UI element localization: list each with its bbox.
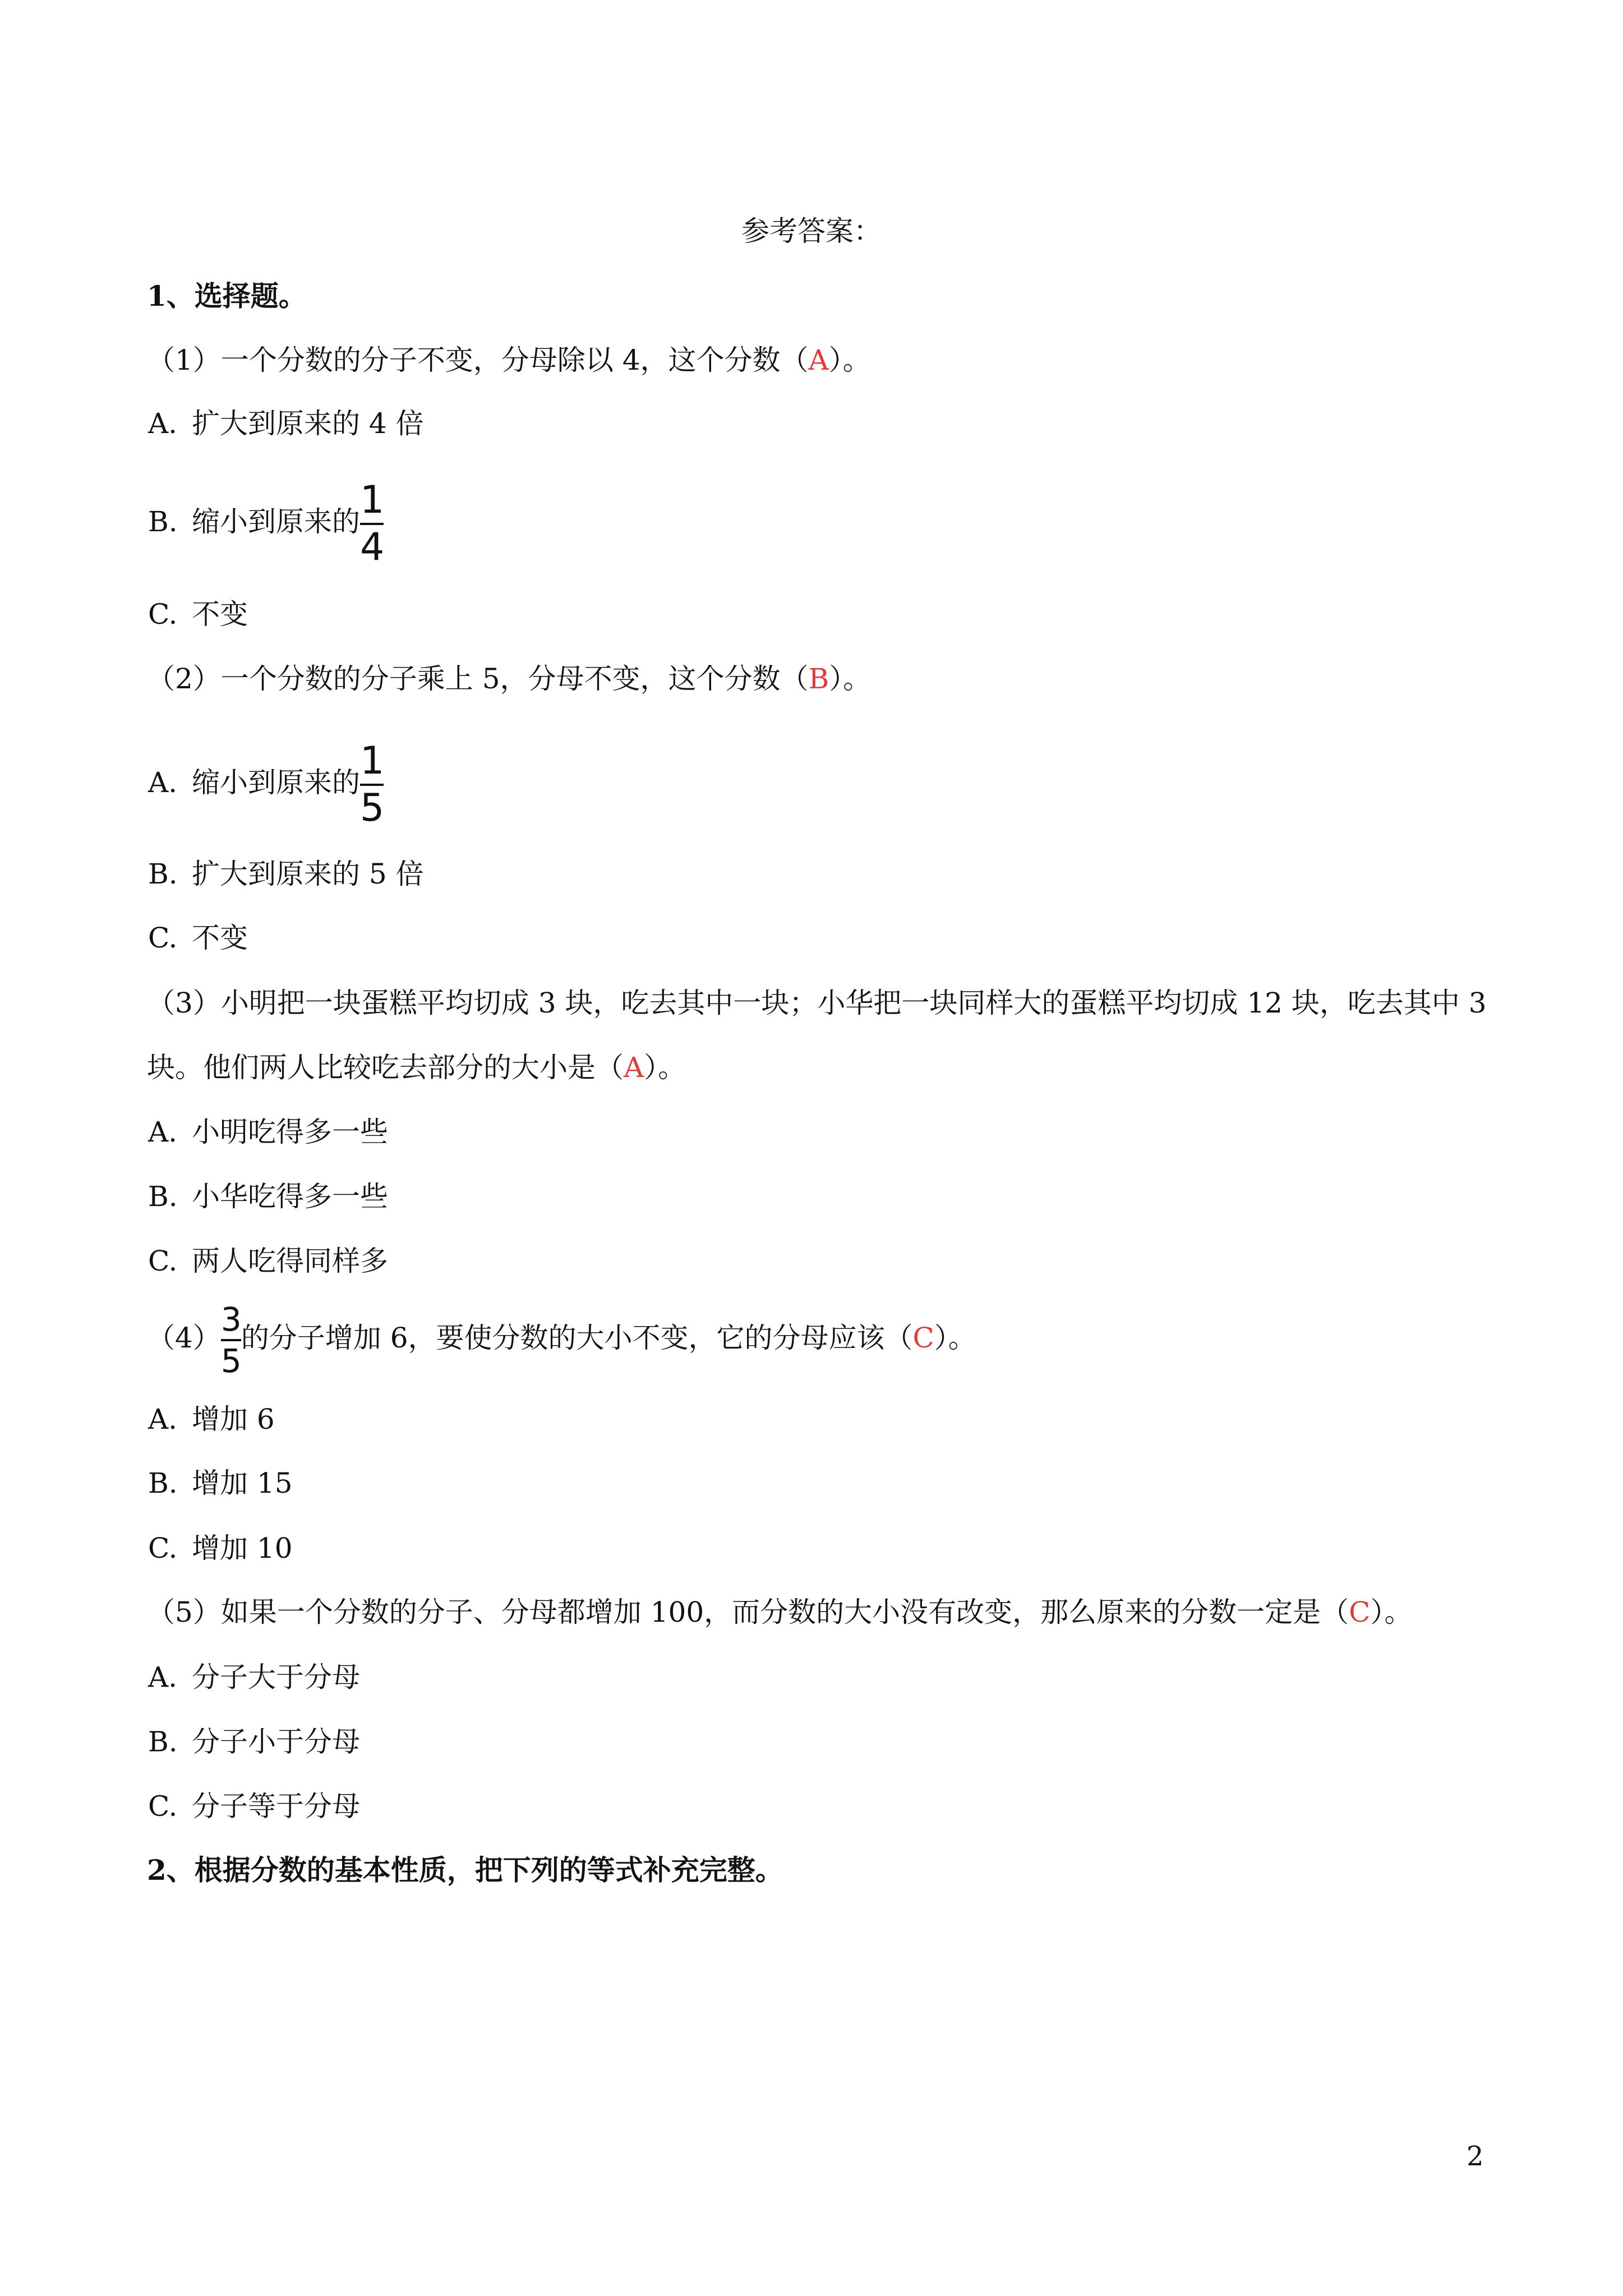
- option-letter: B.: [148, 1726, 178, 1758]
- fraction-numerator: 3: [220, 1300, 242, 1338]
- question-5: [147, 1590, 1412, 1635]
- option-letter: B.: [148, 1467, 178, 1499]
- question-2-option-c: [148, 915, 248, 960]
- fraction-three-fifths: [220, 1300, 242, 1380]
- question-1-option-c: [148, 592, 248, 637]
- option-text: 小明吃得多一些: [192, 1116, 388, 1148]
- fraction-one-fifth: [360, 739, 385, 830]
- question-3-answer: A: [624, 1051, 644, 1084]
- option-letter: A.: [148, 1116, 178, 1148]
- option-letter: C.: [148, 1532, 178, 1565]
- question-4: [147, 1290, 976, 1386]
- option-letter: A.: [148, 766, 178, 799]
- option-text: 小华吃得多一些: [192, 1180, 388, 1213]
- question-4-option-b: [148, 1461, 293, 1506]
- question-5-option-a: [148, 1655, 360, 1700]
- question-1-text: （1）一个分数的分子不变，分母除以 4，这个分数（: [147, 344, 809, 376]
- question-5-close: ）。: [1370, 1596, 1413, 1628]
- question-2-answer: B: [808, 662, 829, 695]
- question-5-answer: C: [1349, 1596, 1371, 1628]
- page-number: 2: [1467, 2141, 1484, 2172]
- option-letter: C.: [148, 922, 178, 954]
- option-letter: A.: [148, 1403, 178, 1435]
- question-3-option-c: [148, 1239, 388, 1283]
- fraction-denominator: 5: [360, 786, 385, 830]
- question-3-line-2: [147, 1045, 686, 1090]
- option-letter: C.: [148, 1790, 178, 1823]
- question-1-option-b: [148, 471, 384, 572]
- fraction-one-quarter: [360, 478, 385, 569]
- question-2-option-a: [148, 732, 384, 833]
- option-text: 增加 10: [192, 1532, 293, 1565]
- option-text: 扩大到原来的 4 倍: [192, 407, 424, 440]
- question-5-text: （5）如果一个分数的分子、分母都增加 100，而分数的大小没有改变，那么原来的分数一定是（: [147, 1596, 1349, 1628]
- question-2-close: ）。: [829, 662, 872, 695]
- option-letter: A.: [148, 407, 178, 440]
- question-4-answer: C: [912, 1322, 934, 1354]
- option-text: 分子大于分母: [192, 1661, 360, 1694]
- question-4-prefix: （4）: [147, 1322, 221, 1354]
- question-3-option-b: [148, 1174, 388, 1219]
- question-1-close: ）。: [828, 344, 871, 376]
- page-title: 参考答案：: [741, 215, 882, 247]
- section-1-heading: 1、选择题。: [147, 279, 307, 312]
- question-3-line-1: （3）小明把一块蛋糕平均切成 3 块，吃去其中一块；小华把一块同样大的蛋糕平均切成 12 块，吃去其中 3: [147, 987, 1487, 1019]
- option-letter: B.: [148, 1180, 178, 1213]
- question-2: [147, 656, 871, 701]
- fraction-numerator: 1: [360, 739, 385, 783]
- question-4-close: ）。: [934, 1322, 976, 1354]
- fraction-denominator: 4: [360, 525, 385, 569]
- question-4-option-a: [148, 1397, 275, 1442]
- question-3-close: ）。: [644, 1051, 686, 1084]
- question-4-text: 的分子增加 6，要使分数的大小不变，它的分母应该（: [241, 1322, 913, 1354]
- fraction-bar: [221, 1339, 241, 1341]
- question-2-option-b: [148, 852, 424, 896]
- question-4-option-c: [148, 1526, 293, 1571]
- section-2-heading: 2、根据分数的基本性质，把下列的等式补充完整。: [147, 1853, 783, 1887]
- option-letter: B.: [148, 858, 178, 890]
- fraction-numerator: 1: [360, 478, 385, 522]
- fraction-denominator: 5: [220, 1342, 242, 1380]
- option-letter: C.: [148, 598, 178, 631]
- option-text: 增加 15: [192, 1467, 293, 1499]
- option-text: 缩小到原来的: [192, 766, 360, 799]
- option-text: 扩大到原来的 5 倍: [192, 858, 424, 890]
- question-3-text: 块。他们两人比较吃去部分的大小是（: [147, 1051, 624, 1084]
- option-text: 两人吃得同样多: [192, 1245, 388, 1277]
- option-text: 分子小于分母: [192, 1726, 360, 1758]
- question-5-option-b: [148, 1719, 360, 1764]
- option-text: 增加 6: [192, 1403, 275, 1435]
- option-letter: C.: [148, 1245, 178, 1277]
- question-5-option-c: [148, 1784, 360, 1829]
- option-letter: B.: [148, 505, 178, 538]
- option-text: 不变: [192, 922, 248, 954]
- option-text: 分子等于分母: [192, 1790, 360, 1823]
- question-1-answer: A: [808, 344, 829, 376]
- option-letter: A.: [148, 1661, 178, 1694]
- question-2-text: （2）一个分数的分子乘上 5，分母不变，这个分数（: [147, 662, 809, 695]
- question-3-option-a: [148, 1110, 388, 1154]
- question-1-option-a: [148, 401, 424, 446]
- question-1: [147, 338, 871, 383]
- option-text: 不变: [192, 598, 248, 631]
- option-text: 缩小到原来的: [192, 505, 360, 538]
